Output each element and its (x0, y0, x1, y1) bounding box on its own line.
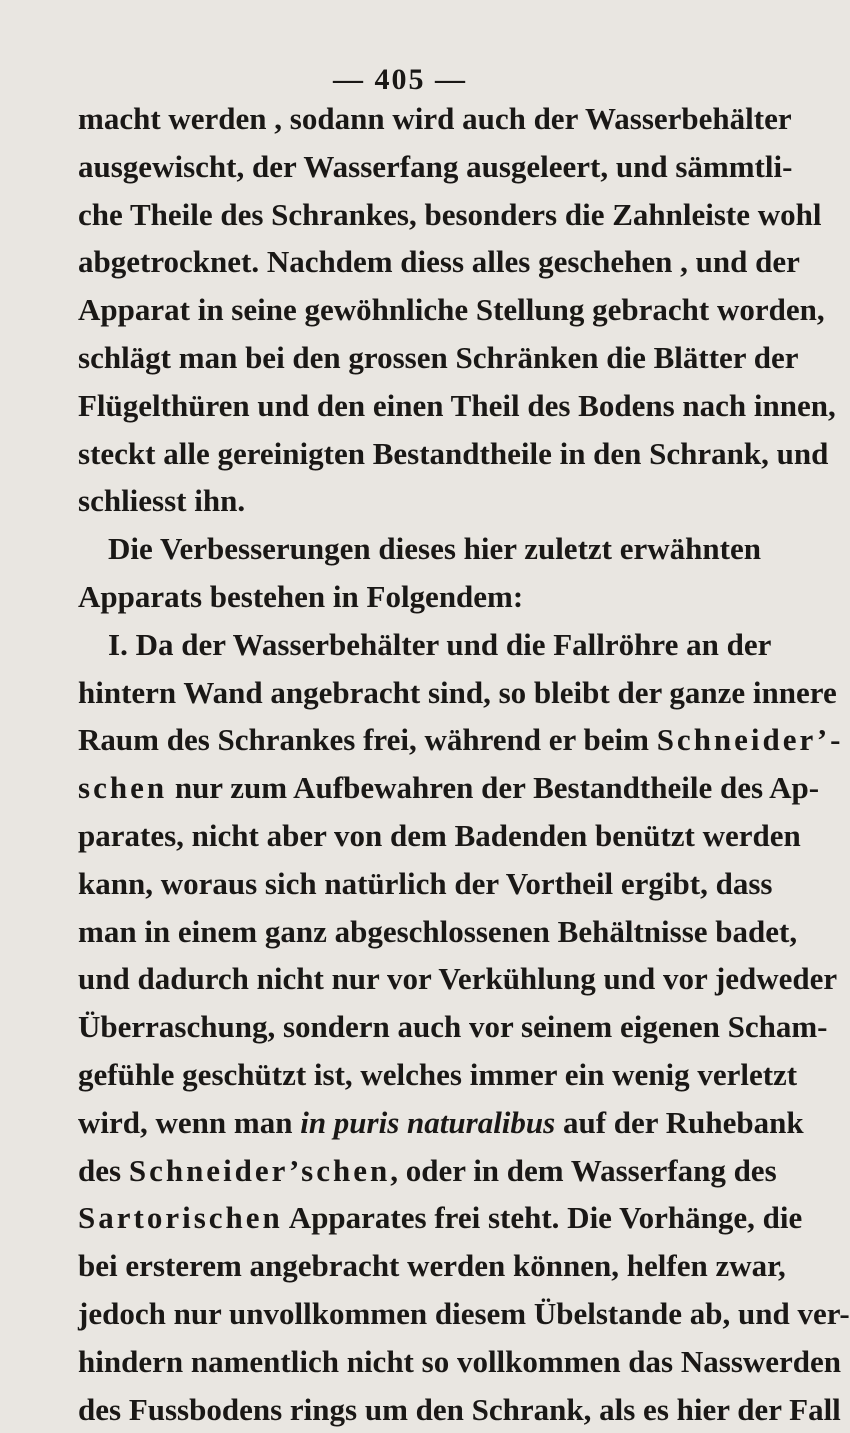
text-line: schliesst ihn. (78, 483, 246, 519)
text-line: macht werden , sodann wird auch der Wasserbehälter (78, 101, 792, 136)
text-segment: , oder in dem Wasserfang des (390, 1152, 777, 1188)
text-segment: Apparates frei steht. Die Vorhänge, die (282, 1200, 803, 1236)
spaced-name: Schneider’- (656, 722, 844, 758)
text-segment: des (78, 1152, 129, 1188)
text-line: abgetrocknet. Nachdem diess alles geschehen , und der (78, 244, 800, 280)
text-segment: auf der Ruhebank (555, 1104, 804, 1140)
text-line: bei ersterem angebracht werden können, helfen zwar, (78, 1248, 786, 1284)
text-segment: wird, wenn man (78, 1104, 301, 1140)
text-line: che Theile des Schrankes, besonders die Zahnleiste wohl (78, 196, 822, 232)
text-line: kann, woraus sich natürlich der Vortheil ergibt, dass (78, 865, 773, 901)
spaced-name: Schneider’schen (128, 1152, 391, 1188)
text-line: Apparats bestehen in Folgendem: (78, 578, 524, 614)
text-line: Die Verbesserungen dieses hier zuletzt erwähnten (108, 531, 761, 567)
text-line (78, 1147, 777, 1195)
text-line (78, 1194, 803, 1242)
text-line: steckt alle gereinigten Bestandtheile in den Schrank, und (78, 435, 829, 471)
text-line (78, 716, 844, 764)
text-line: jedoch nur unvollkommen diesem Übelstande ab, und ver- (78, 1295, 850, 1331)
page-number: — 405 — (333, 63, 467, 96)
text-line: des Fussbodens rings um den Schrank, als es hier der Fall (78, 1391, 841, 1427)
text-line (78, 1099, 804, 1147)
latin-phrase: in puris naturalibus (300, 1104, 556, 1140)
text-line: Apparat in seine gewöhnliche Stellung gebracht worden, (78, 292, 825, 328)
text-line: hintern Wand angebracht sind, so bleibt der ganze innere (78, 674, 837, 710)
text-line: gefühle geschützt ist, welches immer ein wenig verletzt (78, 1056, 798, 1092)
text-line (78, 764, 820, 812)
body-text (78, 95, 850, 1433)
text-line: I. Da der Wasserbehälter und die Fallröhre an der (108, 626, 772, 662)
text-line: schlägt man bei den grossen Schränken die Blätter der (78, 339, 799, 375)
text-line: ausgewischt, der Wasserfang ausgeleert, und sämmtli- (78, 148, 793, 184)
spaced-name: Sartorischen (78, 1200, 283, 1236)
text-line: Flügelthüren und den einen Theil des Bodens nach innen, (78, 387, 836, 423)
text-segment: Raum des Schrankes frei, während er beim (78, 722, 657, 758)
text-line: Überraschung, sondern auch vor seinem eigenen Scham- (78, 1009, 828, 1045)
text-line: parates, nicht aber von dem Badenden benützt werden (78, 817, 801, 853)
text-line: man in einem ganz abgeschlossenen Behältnisse badet, (78, 913, 798, 949)
text-line: hindern namentlich nicht so vollkommen das Nasswerden (78, 1343, 842, 1379)
text-line: und dadurch nicht nur vor Verkühlung und vor jedweder (78, 961, 838, 997)
text-segment: nur zum Aufbewahren der Bestandtheile des Ap- (167, 770, 820, 806)
spaced-name: schen (78, 770, 168, 806)
